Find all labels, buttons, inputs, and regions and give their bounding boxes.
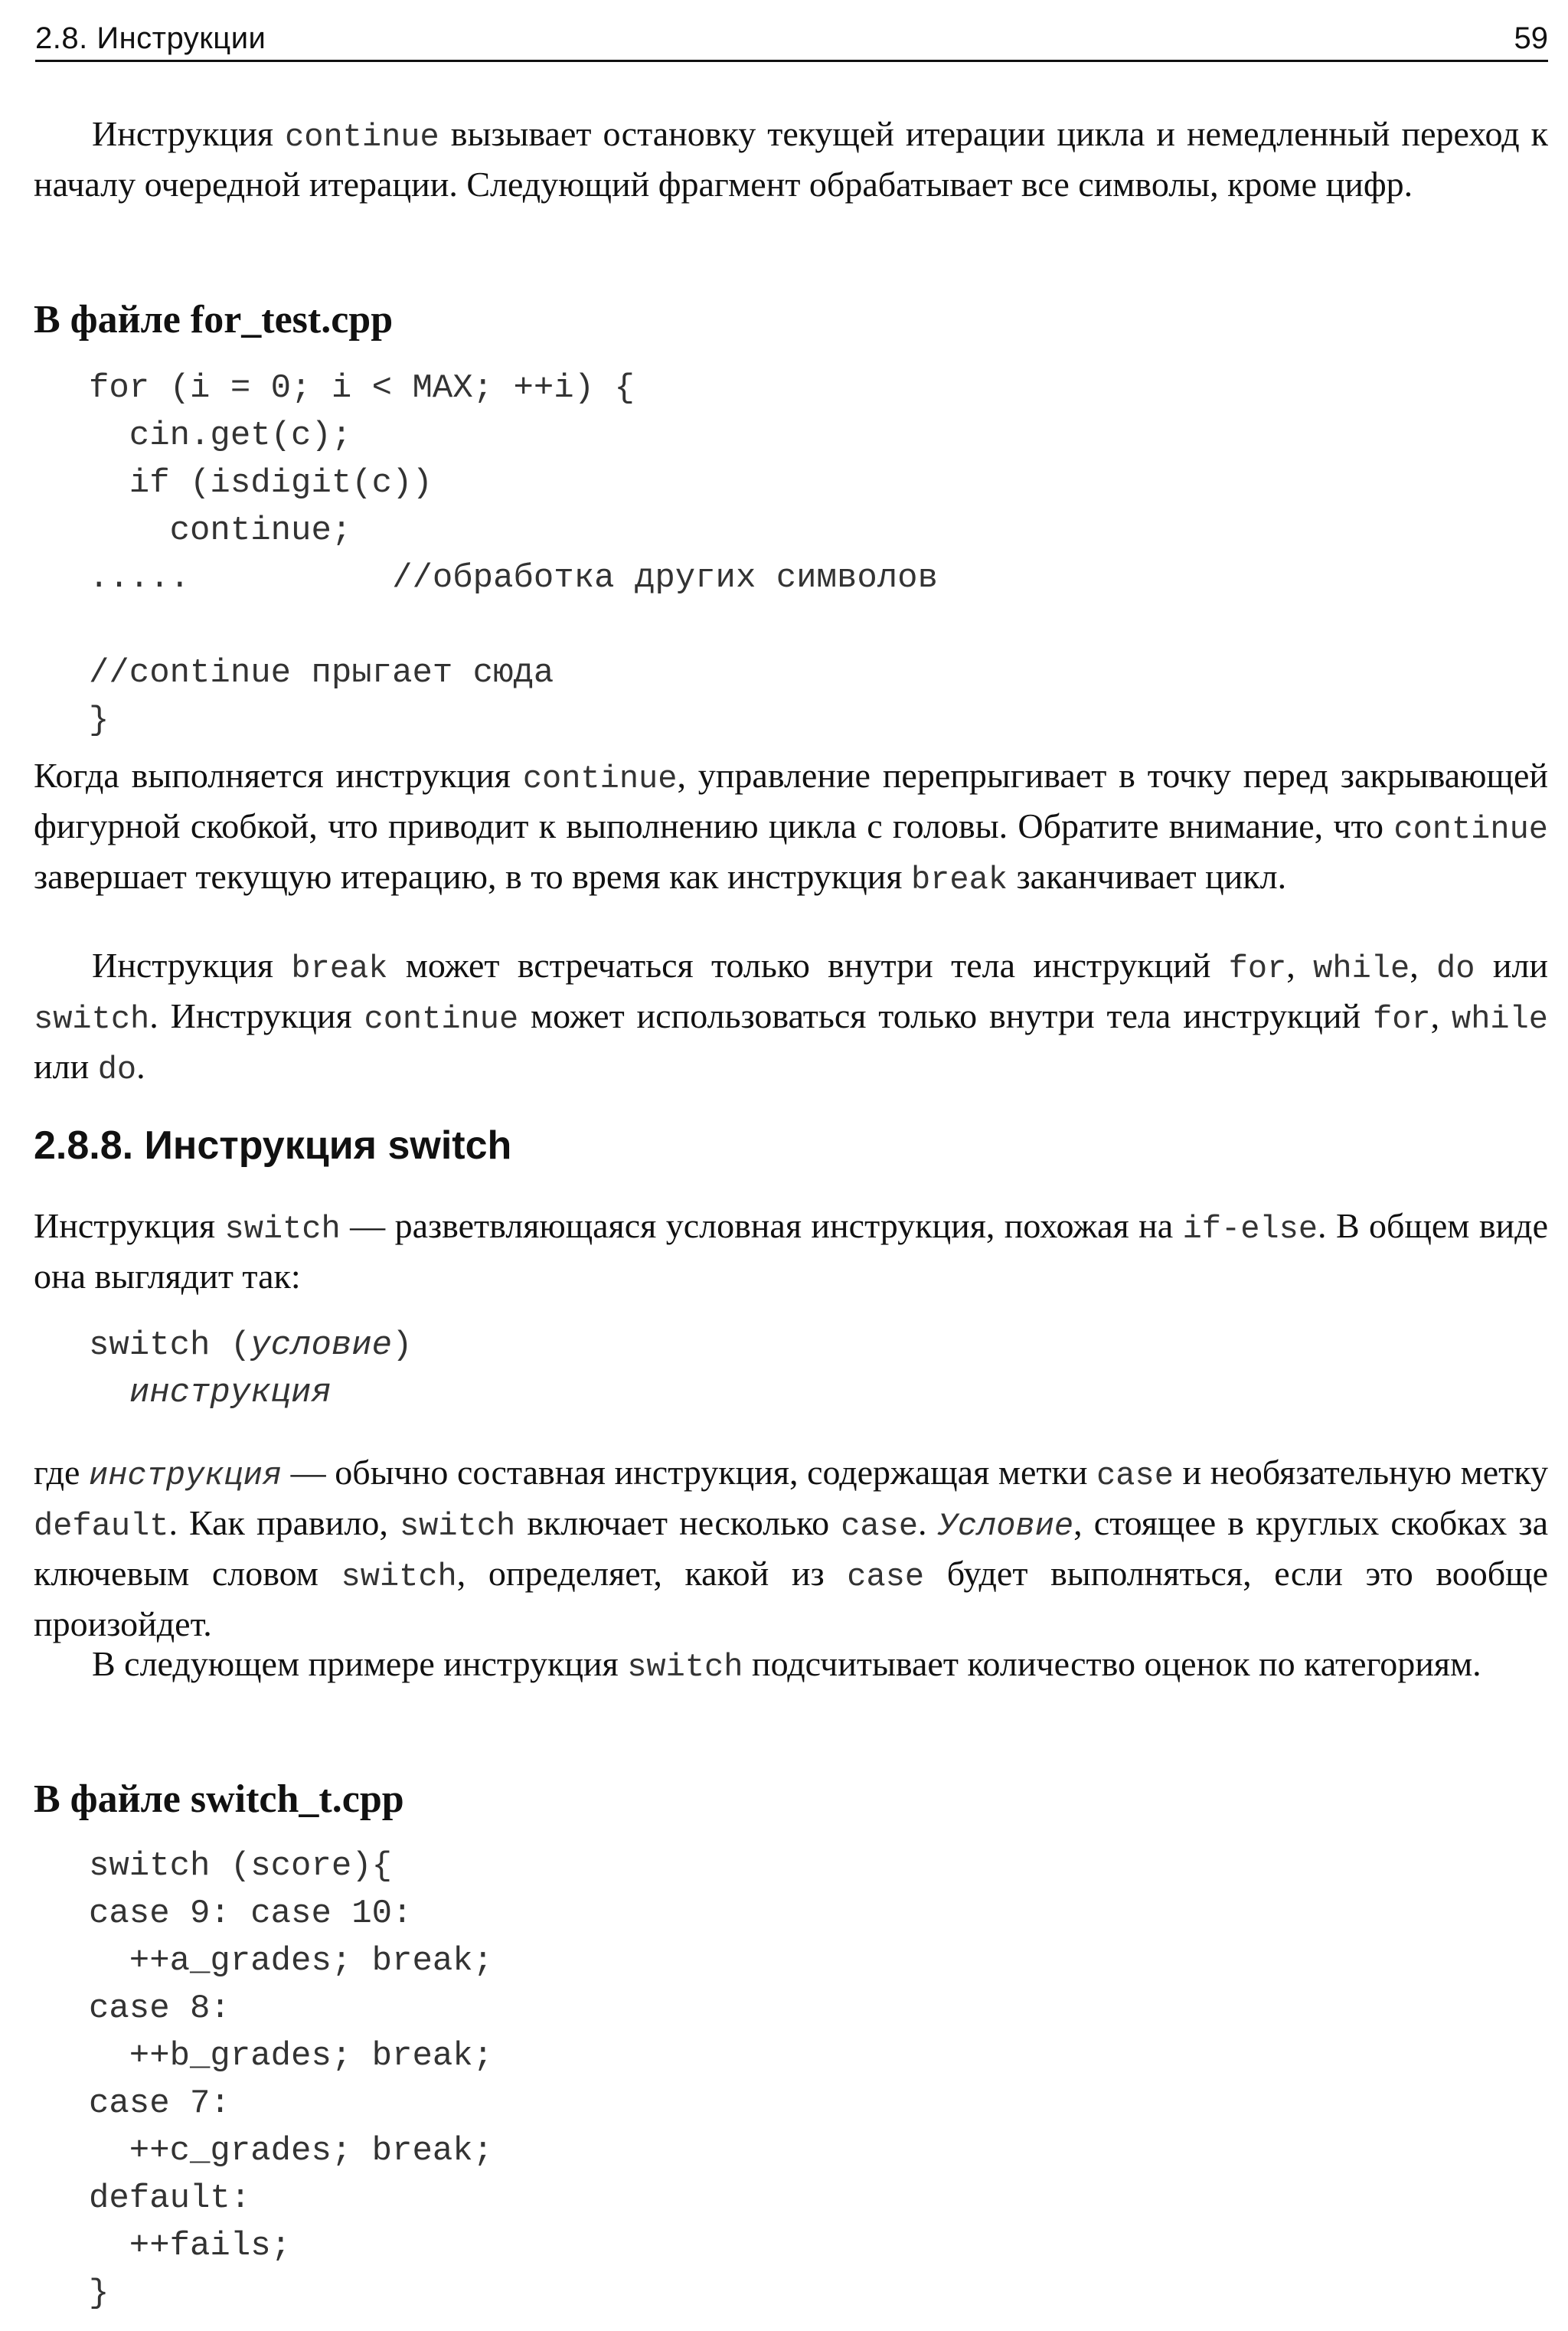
paragraph-switch-intro: Инструкция switch — разветвляющаяся условная инструкция, похожая на if-else. В общем виде она выглядит так:: [34, 1206, 1548, 1296]
paragraph-continue-explain: Когда выполняется инструкция continue, управление перепрыгивает в точку перед закрывающей фигурной скобкой, что приводит к выполнению цикла с головы. Обратите внимание, что continue завершает текущую итерацию, в то время как инструкция break заканчивает цикл.: [34, 756, 1549, 898]
paragraph-switch-explain: где инструкция — обычно составная инструкция, содержащая метки case и необязательную метку default. Как правило, switch включает несколько case. Условие, стоящее в круглых скобках за ключевым словом switch, определяет, какой из case будет выполняться, если это вообще произойдет.: [34, 1453, 1549, 1643]
header-section-title: 2.8. Инструкции: [35, 21, 266, 55]
page-number: 59: [1514, 21, 1548, 55]
running-header: [35, 14, 1548, 62]
code-text: for (i = 0; i < MAX; ++i) { cin.get(c); if (isdigit(c)) continue; ..... //обработка других символов //continue прыгает сюда }: [89, 369, 938, 740]
paragraph-break-usage: Инструкция break может встречаться только внутри тела инструкций for, while, do или switch. Инструкция continue может использоваться только внутри тела инструкций for, while или do.: [34, 946, 1549, 1088]
file-heading-switch-t: [34, 1777, 1548, 1822]
code-switch-general-form: switch (условие) инструкция: [89, 1326, 413, 1412]
paragraph-switch-example-intro: В следующем примере инструкция switch подсчитывает количество оценок по категориям.: [92, 1644, 1481, 1685]
section-heading-text: 2.8.8. Инструкция switch: [34, 1123, 512, 1168]
file-heading-for-test: [34, 297, 1548, 342]
file-heading-text: В файле for_test.cpp: [34, 298, 394, 342]
file-heading-text: В файле switch_t.cpp: [34, 1777, 404, 1821]
section-heading-switch: [34, 1123, 1548, 1169]
paragraph-continue-intro: Инструкция continue вызывает остановку текущей итерации цикла и немедленный переход к началу очередной итерации. Следующий фрагмент обрабатывает все символы, кроме цифр.: [34, 114, 1548, 204]
code-listing-switch-t: [89, 1842, 1568, 2317]
code-listing-for-test: [89, 365, 1568, 744]
code-text: switch (score){ case 9: case 10: ++a_grades; break; case 8: ++b_grades; break; case 7: ++c_grades; break; default: ++fails; }: [89, 1847, 494, 2313]
